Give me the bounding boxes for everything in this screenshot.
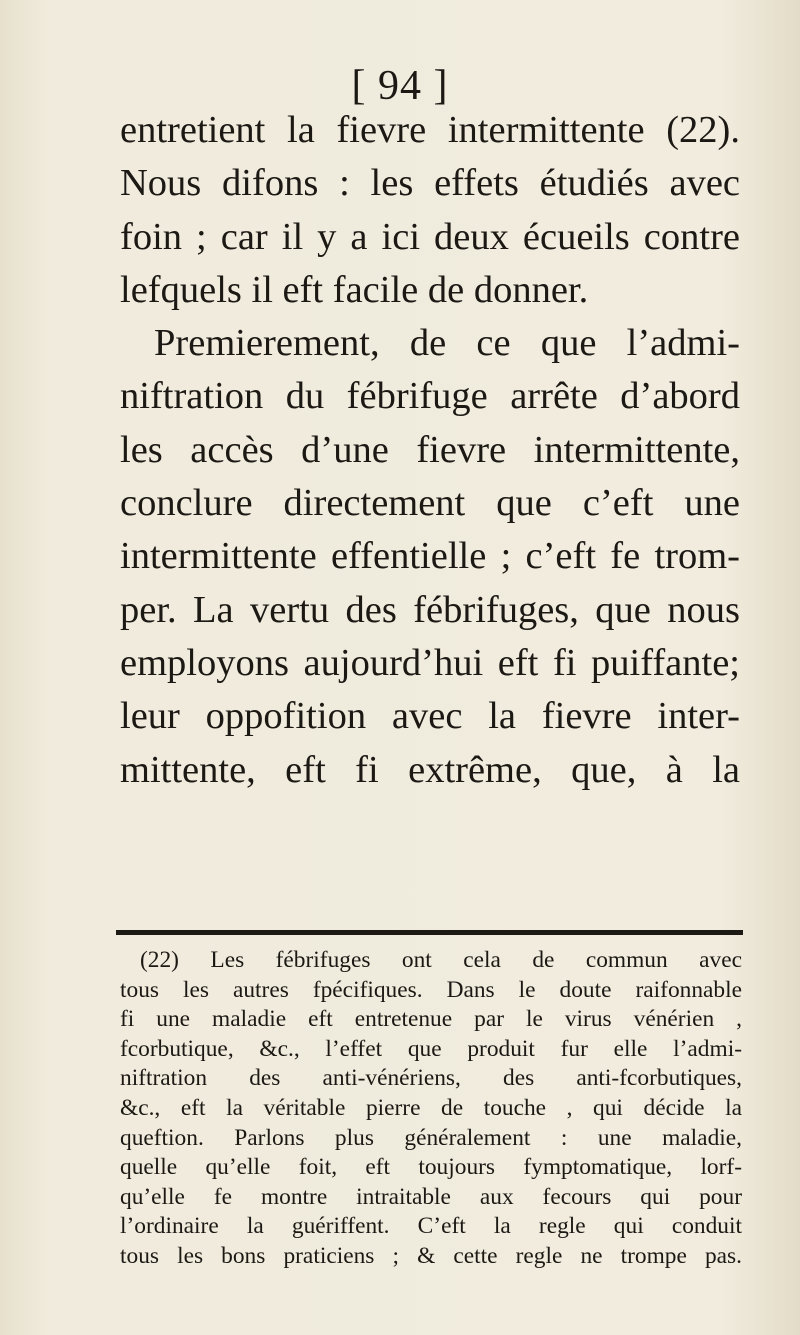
footnote-separator-rule: [116, 930, 743, 935]
page-number: [ 94 ]: [351, 63, 449, 109]
footnote-line: &c., eft la véritable pierre de touche , qui décide la: [120, 1094, 742, 1121]
footnote-line: quelle qu’elle foit, eft toujours fymptomatique, lorf-: [120, 1154, 742, 1181]
main-text-line: intermittente effentielle ; c’eft fe trom-: [120, 535, 740, 578]
main-text-line: niftration du fébrifuge arrête d’abord: [120, 375, 740, 418]
footnote-line: qu’elle fe montre intraitable aux fecours qui pour: [120, 1183, 742, 1210]
main-text-line: entretient la fievre intermittente (22).: [120, 109, 740, 151]
footnote-line: l’ordinaire la guériffent. C’eft la regle qui conduit: [120, 1213, 742, 1240]
footnote-line: tous les autres fpécifiques. Dans le doute raifonnable: [120, 976, 742, 1003]
main-text-line: conclure directement que c’eft une: [120, 482, 740, 525]
footnote-line: fi une maladie eft entretenue par le virus vénérien ,: [120, 1006, 742, 1033]
footnote-line: queftion. Parlons plus généralement : une maladie,: [120, 1124, 742, 1151]
footnote-line: fcorbutique, &c., l’effet que produit fur elle l’admi-: [120, 1035, 742, 1062]
main-text-line: mittente, eft fi extrême, que, à la: [120, 748, 740, 791]
footnote-line: tous les bons praticiens ; & cette regle ne trompe pas.: [120, 1242, 742, 1269]
footnote-line: (22) Les fébrifuges ont cela de commun avec: [140, 947, 742, 973]
main-text-line: Nous difons : les effets étudiés avec: [120, 162, 740, 205]
main-text-line: Premierement, de ce que l’admi-: [154, 322, 740, 365]
main-text-line: leur oppofition avec la fievre inter-: [120, 695, 740, 738]
footnote-line: niftration des anti-vénériens, des anti-fcorbutiques,: [120, 1065, 742, 1092]
main-text-line: les accès d’une fievre intermittente,: [120, 428, 740, 471]
main-text-line: per. La vertu des fébrifuges, que nous: [120, 588, 740, 631]
footnote-block: [120, 946, 742, 1272]
main-text-line: foin ; car il y a ici deux écueils contre: [120, 215, 740, 258]
main-text-line: employons aujourd’hui eft fi puiffante;: [120, 641, 740, 684]
main-text-block: [120, 104, 740, 797]
main-text-line: lefquels il eft facile de donner.: [120, 268, 589, 311]
